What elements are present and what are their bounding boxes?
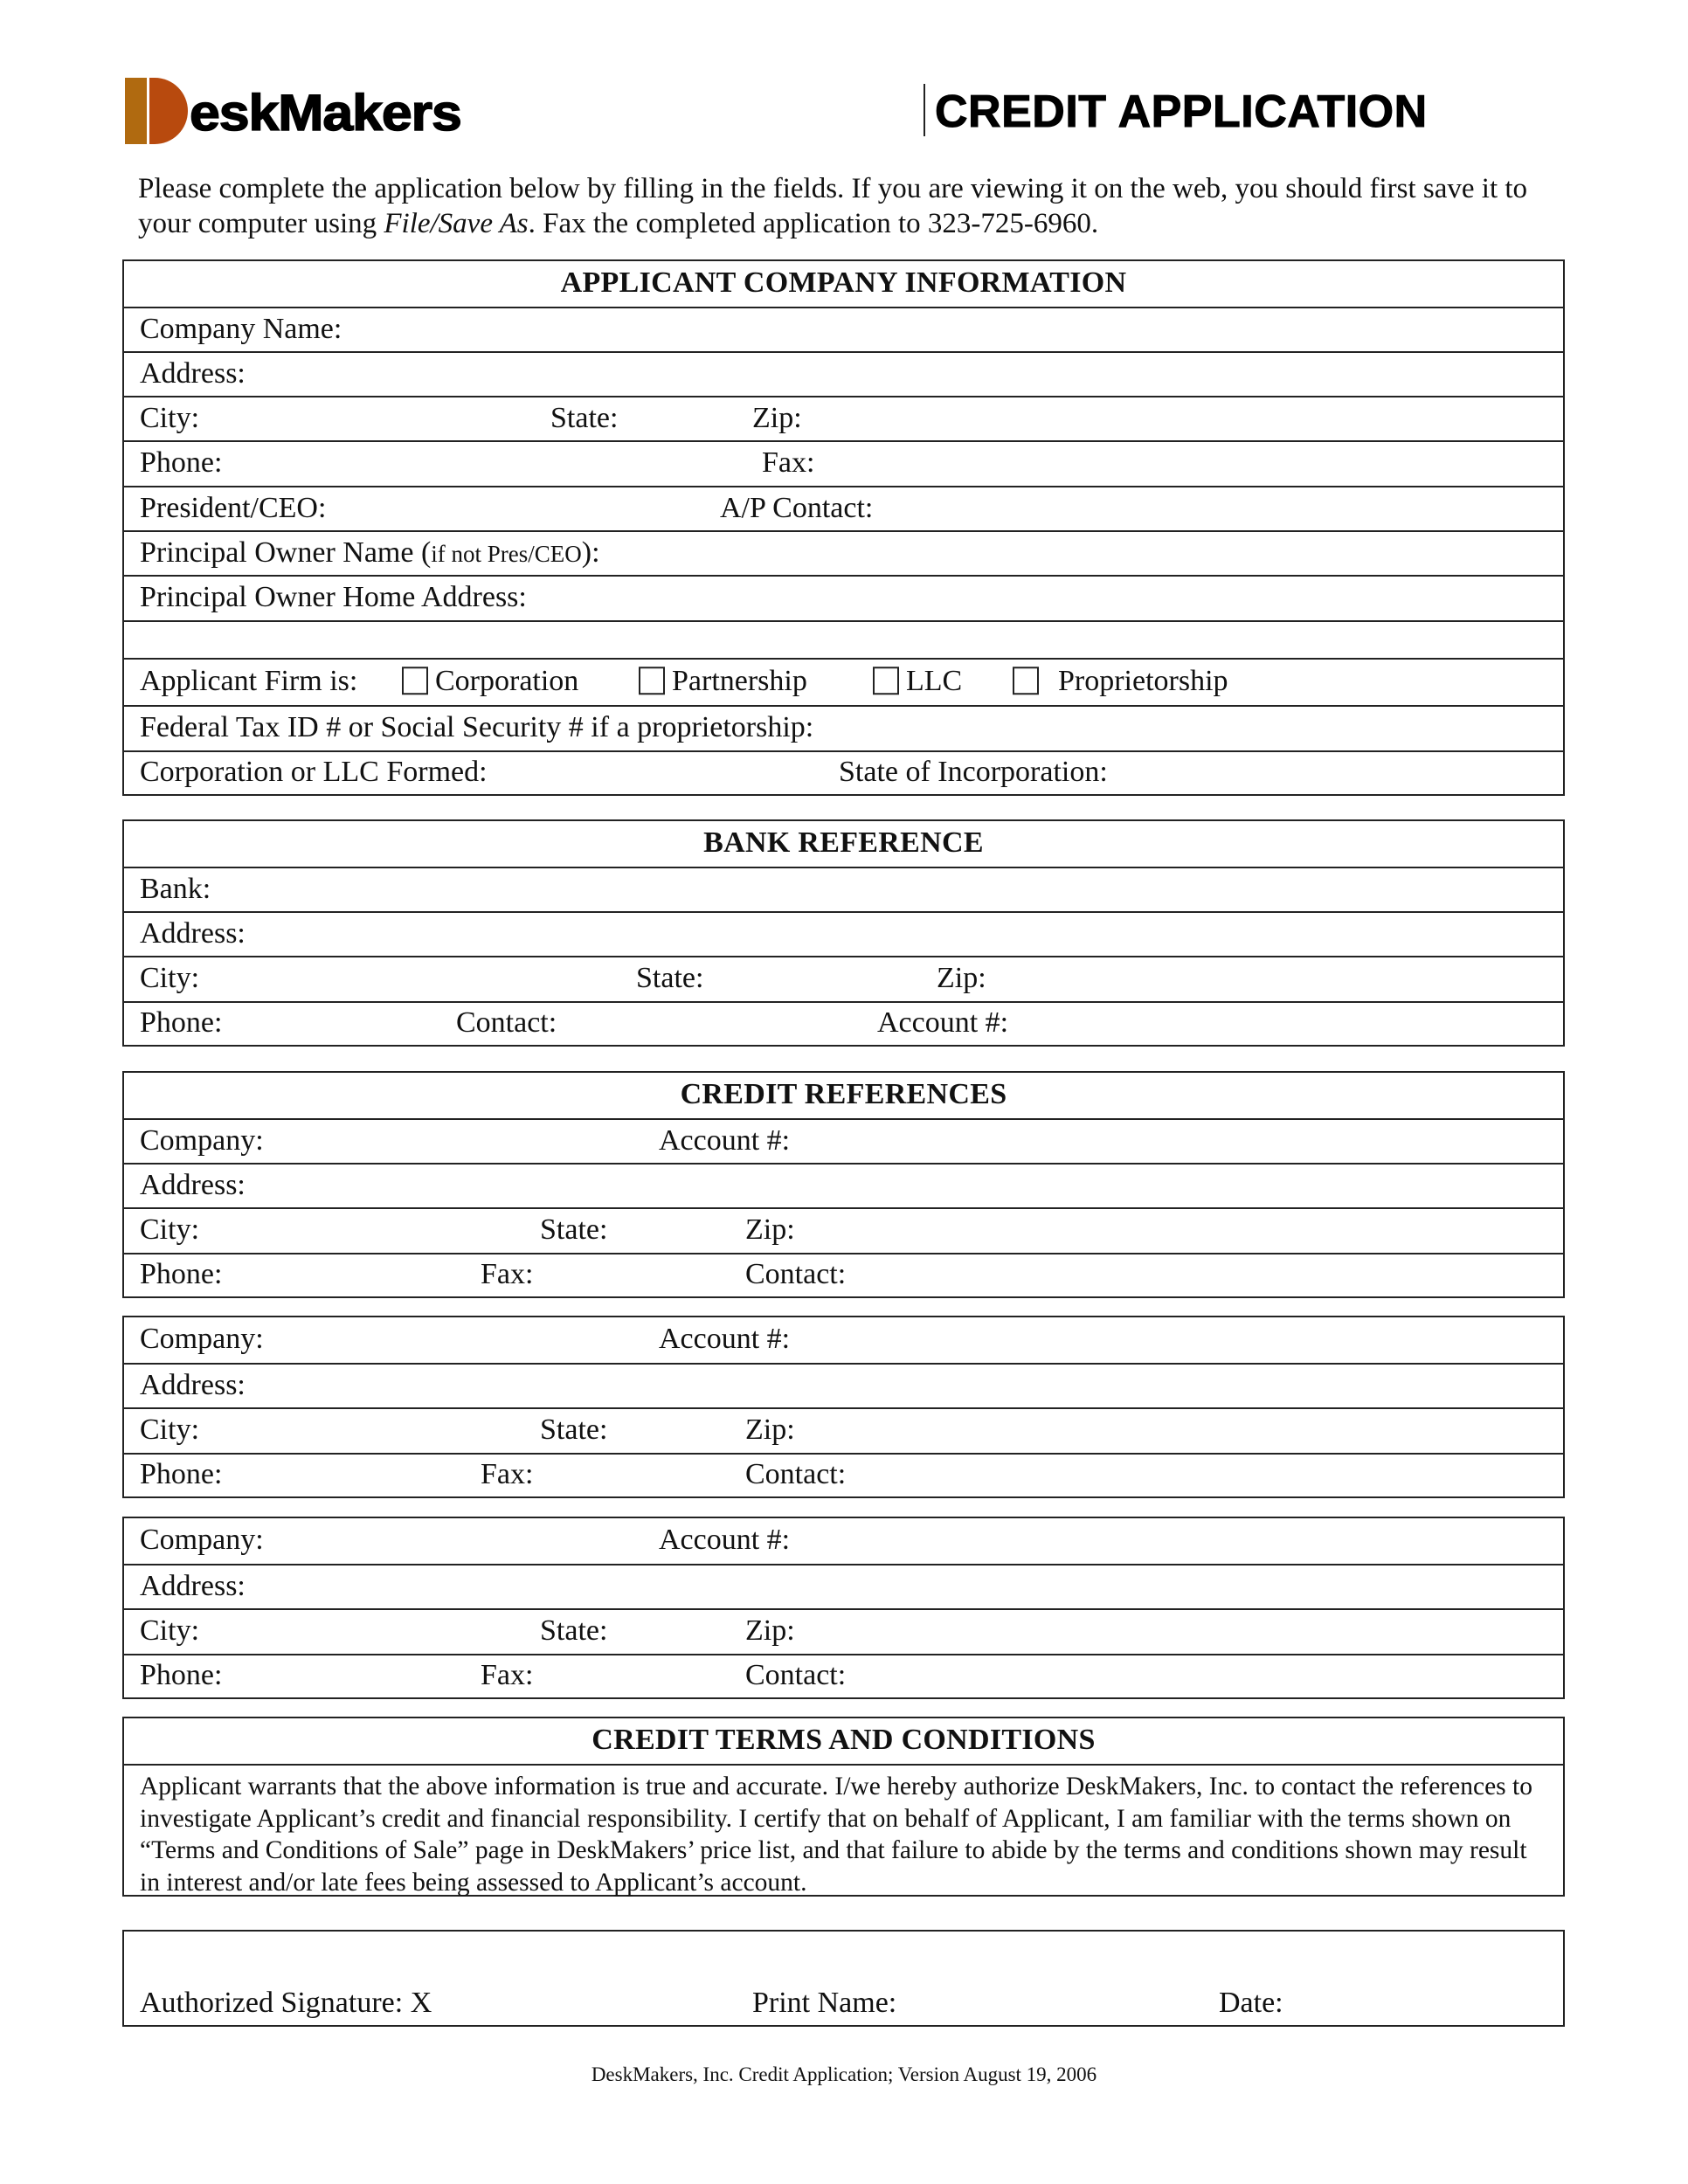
- contact-label: Contact:: [745, 1258, 847, 1291]
- city-label: City:: [140, 962, 200, 995]
- firm-type-row: [124, 658, 1563, 705]
- checkbox-proprietorship[interactable]: Proprietorship: [1013, 665, 1228, 698]
- contact-label: Contact:: [745, 1458, 847, 1491]
- ref3-phone-row[interactable]: [124, 1654, 1563, 1697]
- section-heading-row: [124, 1073, 1563, 1118]
- state-of-incorporation-label: State of Incorporation:: [839, 756, 1108, 789]
- city-label: City:: [140, 401, 200, 434]
- ref2-address-row[interactable]: [124, 1363, 1563, 1407]
- fax-label: Fax:: [762, 446, 815, 480]
- credit-reference-2: [122, 1316, 1565, 1498]
- terms-body: Applicant warrants that the above information is true and accurate. I/we hereby authorize DeskMakers, Inc. to contact the references to investigate Applicant’s credit and financial responsibility. I certify that on behalf of Applicant, I am familiar with the terms shown on “Terms and Conditions of Sale” page in DeskMakers’ price list, and that failure to abide by the terms and conditions shown may result in interest and/or late fees being assessed to Applicant’s account.: [124, 1764, 1563, 1895]
- signature-row[interactable]: [124, 1932, 1563, 2025]
- section-heading: APPLICANT COMPANY INFORMATION: [560, 266, 1127, 300]
- state-label: State:: [540, 1413, 608, 1447]
- company-name-row[interactable]: [124, 307, 1563, 351]
- account-label: Account #:: [659, 1524, 791, 1557]
- section-heading: CREDIT TERMS AND CONDITIONS: [591, 1724, 1096, 1757]
- section-heading-row: [124, 261, 1563, 307]
- company-name-label: Company Name:: [140, 312, 342, 345]
- phone-label: Phone:: [140, 1458, 223, 1491]
- ref3-address-row[interactable]: [124, 1564, 1563, 1608]
- principal-owner-row[interactable]: [124, 530, 1563, 575]
- ref1-company-row[interactable]: [124, 1118, 1563, 1163]
- logo-wordmark: eskMakers: [190, 85, 461, 142]
- section-heading-row: [124, 821, 1563, 867]
- principal-owner-label: Principal Owner Name (if not Pres/CEO):: [140, 536, 600, 569]
- city-label: City:: [140, 1614, 200, 1648]
- home-address-row[interactable]: [124, 575, 1563, 620]
- bank-phone-row[interactable]: [124, 1001, 1563, 1045]
- address-label: Address:: [140, 1569, 246, 1602]
- print-name-label: Print Name:: [752, 1987, 897, 2019]
- checkbox-icon[interactable]: [1013, 667, 1039, 695]
- contact-label: Contact:: [456, 1006, 557, 1040]
- credit-reference-3: [122, 1517, 1565, 1699]
- city-state-zip-row[interactable]: [124, 396, 1563, 440]
- company-label: Company:: [140, 1524, 264, 1557]
- ref3-city-row[interactable]: [124, 1608, 1563, 1654]
- city-label: City:: [140, 1413, 200, 1447]
- ref1-phone-row[interactable]: [124, 1253, 1563, 1296]
- checkbox-icon[interactable]: [873, 667, 899, 695]
- account-label: Account #:: [659, 1323, 791, 1356]
- president-label: President/CEO:: [140, 491, 327, 524]
- formed-label: Corporation or LLC Formed:: [140, 756, 488, 789]
- state-label: State:: [540, 1213, 608, 1247]
- phone-label: Phone:: [140, 1006, 223, 1040]
- zip-label: Zip:: [937, 962, 986, 995]
- tax-id-label: Federal Tax ID # or Social Security # if a proprietorship:: [140, 711, 814, 744]
- state-label: State:: [636, 962, 704, 995]
- address-label: Address:: [140, 356, 246, 390]
- page-title: CREDIT APPLICATION: [935, 86, 1428, 137]
- zip-label: Zip:: [745, 1614, 795, 1648]
- bank-label: Bank:: [140, 872, 211, 905]
- credit-references-section: [122, 1071, 1565, 1298]
- deskmakers-logo: [125, 78, 527, 145]
- account-label: Account #:: [659, 1123, 791, 1157]
- section-heading-row: [124, 1718, 1563, 1764]
- company-label: Company:: [140, 1323, 264, 1356]
- address-label: Address:: [140, 916, 246, 950]
- section-heading: BANK REFERENCE: [703, 826, 984, 860]
- formed-row[interactable]: [124, 750, 1563, 794]
- bank-address-row[interactable]: [124, 911, 1563, 956]
- phone-fax-row[interactable]: [124, 440, 1563, 486]
- applicant-section: [122, 259, 1565, 796]
- phone-label: Phone:: [140, 446, 223, 480]
- checkbox-partnership[interactable]: Partnership: [639, 665, 807, 698]
- state-label: State:: [540, 1614, 608, 1648]
- state-label: State:: [550, 401, 619, 434]
- address-row[interactable]: [124, 351, 1563, 396]
- checkbox-llc[interactable]: LLC: [873, 665, 962, 698]
- footer-version: DeskMakers, Inc. Credit Application; Version August 19, 2006: [591, 2063, 1097, 2085]
- address-label: Address:: [140, 1168, 246, 1201]
- fax-label: Fax:: [481, 1258, 534, 1291]
- home-address-label: Principal Owner Home Address:: [140, 581, 527, 614]
- company-label: Company:: [140, 1123, 264, 1157]
- fax-label: Fax:: [481, 1458, 534, 1491]
- bank-row[interactable]: [124, 867, 1563, 911]
- ref2-city-row[interactable]: [124, 1407, 1563, 1453]
- logo-bar-icon: [125, 78, 147, 144]
- intro-text: [138, 171, 1571, 241]
- terms-section: [122, 1717, 1565, 1897]
- signature-section: [122, 1930, 1565, 2027]
- zip-label: Zip:: [752, 401, 802, 434]
- checkbox-icon[interactable]: [639, 667, 665, 695]
- home-address-line2-row[interactable]: [124, 620, 1563, 658]
- zip-label: Zip:: [745, 1213, 795, 1247]
- city-label: City:: [140, 1213, 200, 1247]
- intro-part1: Please complete the application below by filling in the fields. If you are viewing it on the web, you should first save it to your computer using: [138, 173, 1528, 239]
- intro-italic: File/Save As: [384, 208, 529, 239]
- phone-label: Phone:: [140, 1659, 223, 1692]
- address-label: Address:: [140, 1368, 246, 1401]
- logo-d-icon: [149, 78, 188, 144]
- ref3-company-row[interactable]: [124, 1518, 1563, 1564]
- ref2-company-row[interactable]: [124, 1317, 1563, 1363]
- ref2-phone-row[interactable]: [124, 1453, 1563, 1496]
- president-ap-row[interactable]: [124, 486, 1563, 530]
- authorized-signature-label: Authorized Signature: X: [140, 1987, 432, 2019]
- intro-part2: . Fax the completed application to 323-725-6960.: [528, 208, 1099, 239]
- account-label: Account #:: [877, 1006, 1009, 1040]
- firm-is-label: Applicant Firm is:: [140, 665, 358, 698]
- zip-label: Zip:: [745, 1413, 795, 1447]
- ref1-city-row[interactable]: [124, 1207, 1563, 1253]
- ref1-address-row[interactable]: [124, 1163, 1563, 1207]
- principal-owner-note: if not Pres/CEO: [431, 540, 582, 567]
- ap-contact-label: A/P Contact:: [720, 491, 874, 524]
- contact-label: Contact:: [745, 1659, 847, 1692]
- date-label: Date:: [1219, 1987, 1283, 2019]
- bank-section: [122, 819, 1565, 1047]
- tax-id-row[interactable]: [124, 705, 1563, 750]
- checkbox-corporation[interactable]: Corporation: [402, 665, 578, 698]
- checkbox-icon[interactable]: [402, 667, 428, 695]
- section-heading: CREDIT REFERENCES: [680, 1078, 1007, 1111]
- bank-city-row[interactable]: [124, 956, 1563, 1001]
- title-divider: [924, 84, 925, 136]
- fax-label: Fax:: [481, 1659, 534, 1692]
- phone-label: Phone:: [140, 1258, 223, 1291]
